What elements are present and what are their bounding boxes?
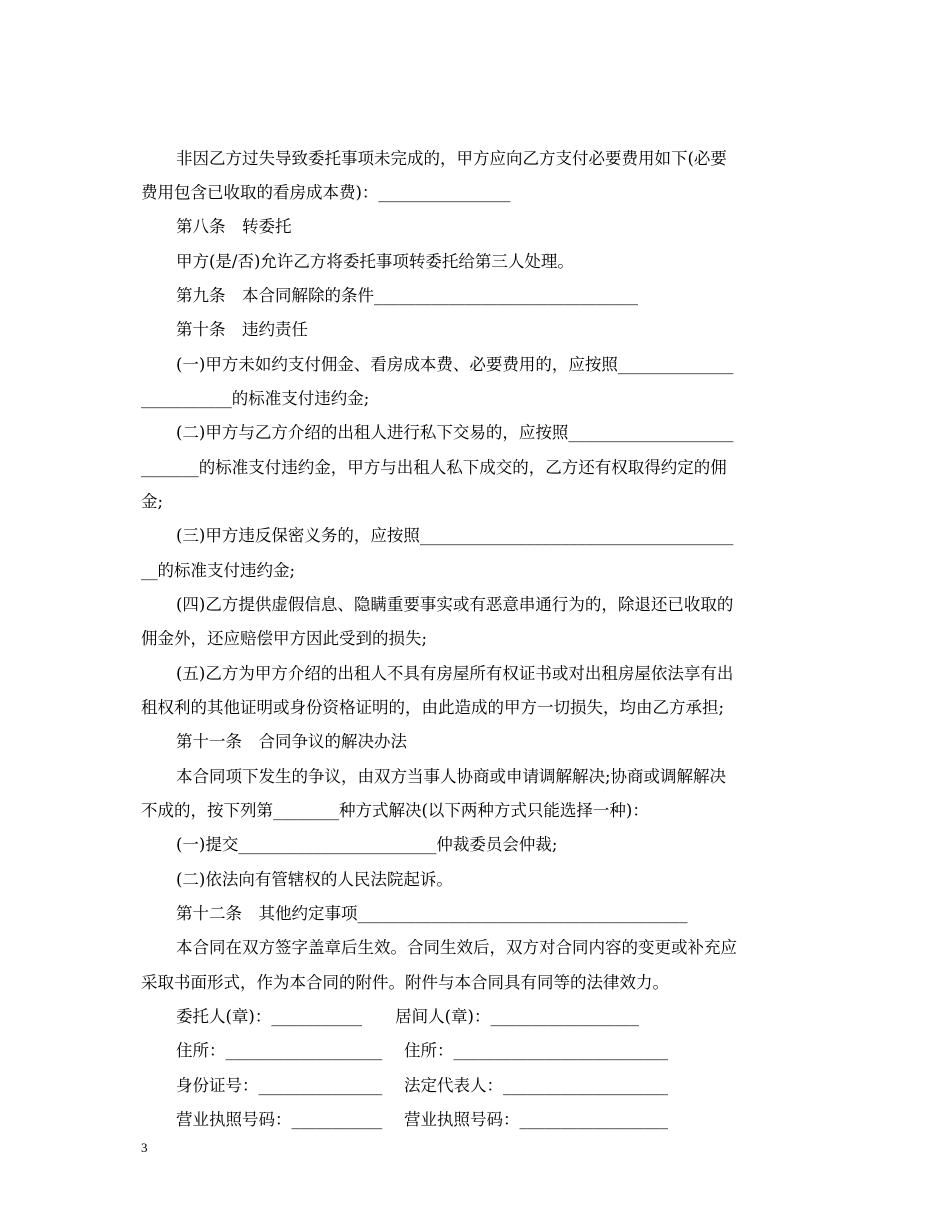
signature-line: 营业执照号码：___________ 营业执照号码：__________________ <box>176 1110 668 1129</box>
text-line: 本合同项下发生的争议，由双方当事人协商或申请调解解决;协商或调解解决 <box>176 767 727 786</box>
text-line: ___________的标准支付违约金; <box>141 389 370 408</box>
page-number: 3 <box>141 1140 148 1155</box>
article-heading: 第八条 转委托 <box>176 217 292 236</box>
text-line: (二)依法向有管辖权的人民法院起诉。 <box>176 870 453 889</box>
text-line: (三)甲方违反保密义务的，应按照______________________________________ <box>176 526 734 545</box>
text-line: (二)甲方与乙方介绍的出租人进行私下交易的，应按照____________________ <box>176 423 734 442</box>
text-line: (五)乙方为甲方介绍的出租人不具有房屋所有权证书或对出租房屋依法享有出 <box>176 664 734 683</box>
text-line: __的标准支付违约金; <box>141 561 296 580</box>
text-line: 租权利的其他证明或身份资格证明的，由此造成的甲方一切损失，均由乙方承担; <box>141 698 725 717</box>
text-line: 不成的，按下列第________种方式解决(以下两种方式只能选择一种)： <box>141 801 649 820</box>
article-heading: 第十二条 其他约定事项________________________________________ <box>176 904 688 923</box>
signature-line: 委托人(章)：___________ 居间人(章)：__________________ <box>176 1007 639 1026</box>
article-heading: 第十一条 合同争议的解决办法 <box>176 732 407 751</box>
text-line: 采取书面形式，作为本合同的附件。附件与本合同具有同等的法律效力。 <box>141 973 669 992</box>
text-line: 佣金外，还应赔偿甲方因此受到的损失; <box>141 629 428 648</box>
text-line: (一)甲方未如约支付佣金、看房成本费、必要费用的，应按照______________ <box>176 355 734 374</box>
signature-line: 住所：___________________ 住所：__________________________ <box>176 1041 668 1060</box>
text-line: 金; <box>141 492 164 511</box>
text-line: (一)提交________________________仲裁委员会仲裁; <box>176 835 558 854</box>
text-line: 本合同在双方签字盖章后生效。合同生效后，双方对合同内容的变更或补充应 <box>176 938 737 957</box>
article-heading: 第九条 本合同解除的条件________________________________ <box>176 286 638 305</box>
text-line: 非因乙方过失导致委托事项未完成的，甲方应向乙方支付必要费用如下(必要 <box>176 149 727 168</box>
article-heading: 第十条 违约责任 <box>176 320 308 339</box>
text-line: _______的标准支付违约金，甲方与出租人私下成交的，乙方还有权取得约定的佣 <box>141 458 727 477</box>
signature-line: 身份证号：_______________ 法定代表人：____________________ <box>176 1076 668 1095</box>
text-line: (四)乙方提供虚假信息、隐瞒重要事实或有恶意串通行为的，除退还已收取的 <box>176 595 734 614</box>
text-line: 甲方(是/否)允许乙方将委托事项转委托给第三人处理。 <box>176 252 574 271</box>
text-line: 费用包含已收取的看房成本费)：________________ <box>141 183 511 202</box>
